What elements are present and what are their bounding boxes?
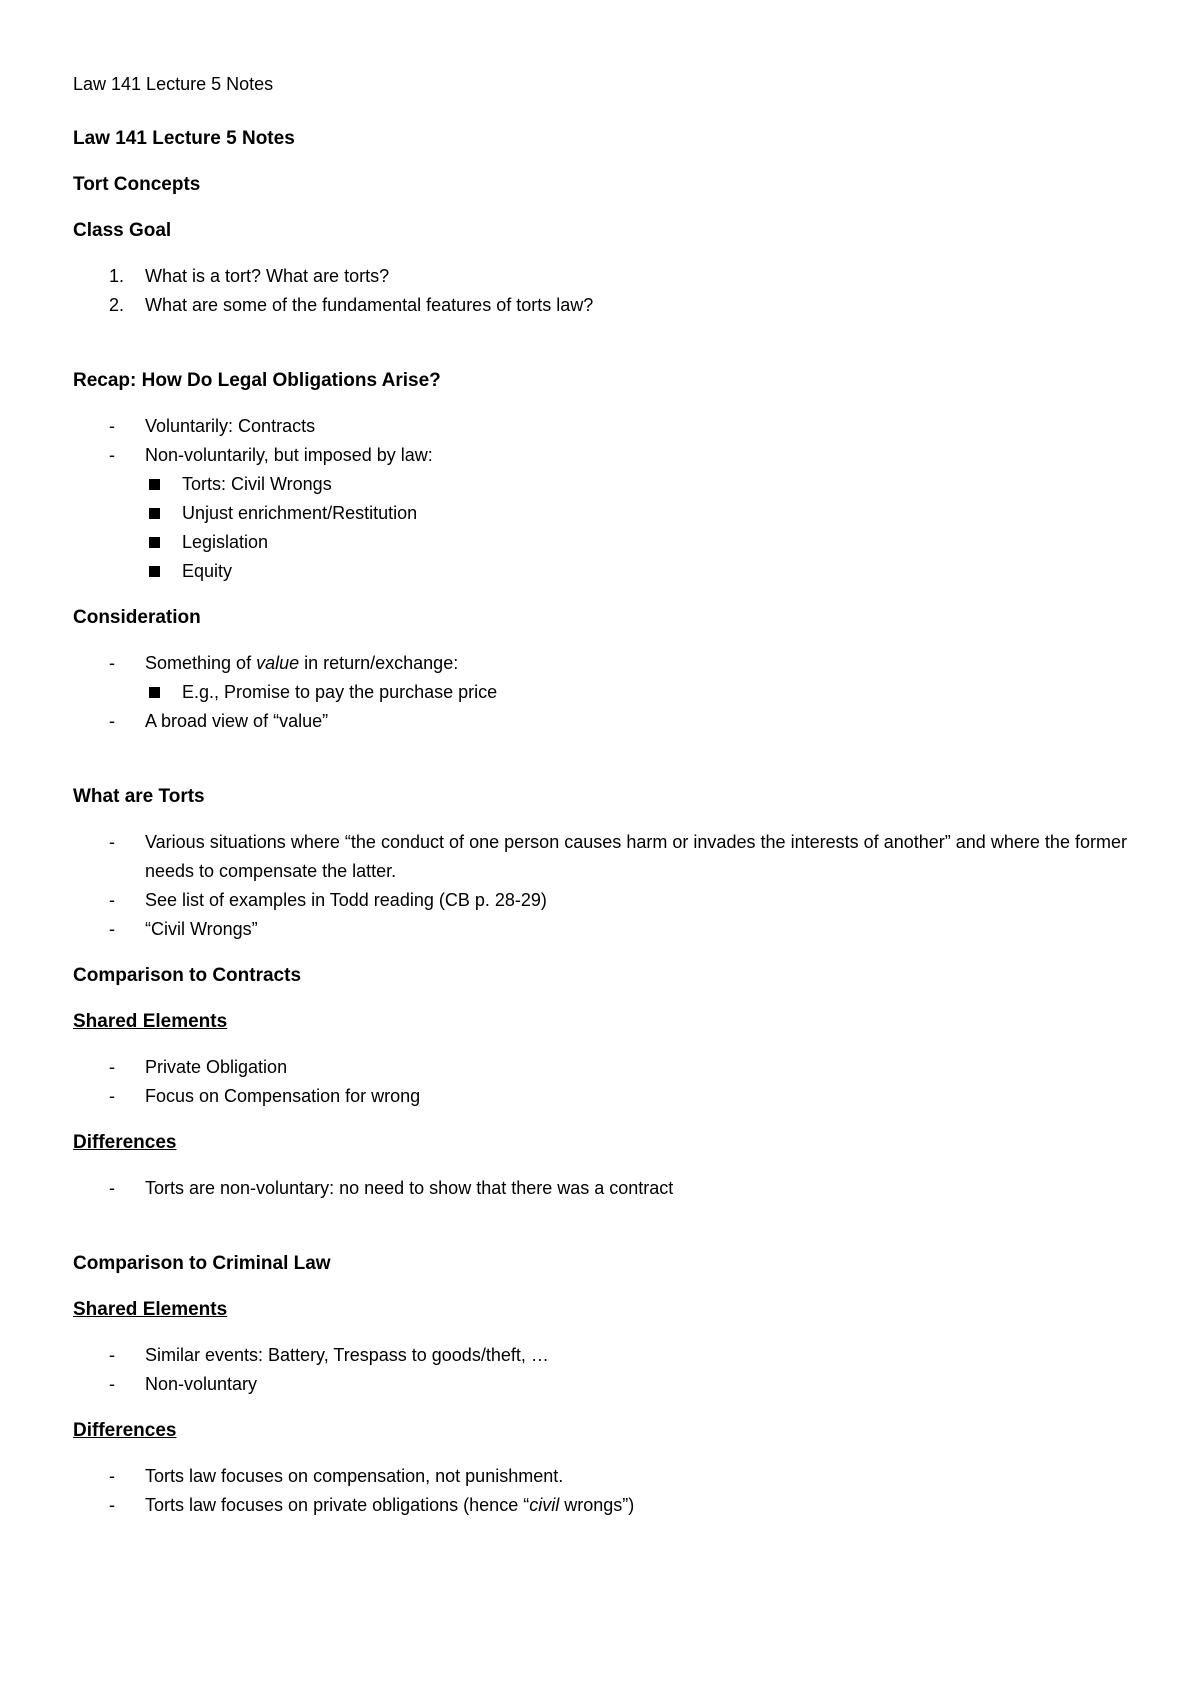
square-bullet-icon xyxy=(149,479,160,490)
list-item xyxy=(73,1174,1133,1203)
list-item-text: What are some of the fundamental features of torts law? xyxy=(145,295,594,315)
subheading-shared-elements: Shared Elements xyxy=(73,1011,228,1032)
contracts-shared-list xyxy=(73,1053,1133,1111)
subheading-differences: Differences xyxy=(73,1420,177,1441)
list-item xyxy=(73,412,1133,441)
sub-list-item xyxy=(73,557,1133,586)
list-item-text: Voluntarily: Contracts xyxy=(145,416,316,436)
dash-bullet: - xyxy=(109,445,115,465)
list-item-text: Equity xyxy=(182,561,233,581)
square-bullet-icon xyxy=(149,566,160,577)
consideration-list xyxy=(73,649,1133,736)
subheading-differences: Differences xyxy=(73,1132,177,1153)
section-heading-class-goal: Class Goal xyxy=(73,220,172,241)
criminal-differences-list xyxy=(73,1462,1133,1520)
list-item xyxy=(73,262,1133,291)
square-bullet-icon xyxy=(149,687,160,698)
square-bullet-icon xyxy=(149,537,160,548)
list-item-text: A broad view of “value” xyxy=(145,711,329,731)
dash-bullet: - xyxy=(109,890,115,910)
list-item xyxy=(73,291,1133,320)
dash-bullet: - xyxy=(109,832,115,852)
list-item-text: “Civil Wrongs” xyxy=(145,919,258,939)
document-subtitle: Tort Concepts xyxy=(73,174,201,195)
list-item xyxy=(73,1462,1133,1491)
document-body xyxy=(73,124,1133,1520)
dash-bullet: - xyxy=(109,1374,115,1394)
sub-list-item xyxy=(73,470,1133,499)
list-item-text-after: wrongs”) xyxy=(559,1495,635,1515)
list-item-text-before: Torts law focuses on private obligations (hence “ xyxy=(145,1495,530,1515)
list-item xyxy=(73,1491,1133,1520)
criminal-shared-list xyxy=(73,1341,1133,1399)
dash-bullet: - xyxy=(109,416,115,436)
list-item-text: Torts: Civil Wrongs xyxy=(182,474,332,494)
dash-bullet: - xyxy=(109,1086,115,1106)
section-heading-consideration: Consideration xyxy=(73,607,201,628)
list-item-text: Torts are non-voluntary: no need to show that there was a contract xyxy=(145,1178,674,1198)
list-item xyxy=(73,915,1133,944)
dash-bullet: - xyxy=(109,1345,115,1365)
dash-bullet: - xyxy=(109,1057,115,1077)
list-item-text: Torts law focuses on compensation, not punishment. xyxy=(145,1466,564,1486)
list-item-text: Legislation xyxy=(182,532,269,552)
list-item-text: Private Obligation xyxy=(145,1057,288,1077)
sub-list-item xyxy=(73,499,1133,528)
dash-bullet: - xyxy=(109,1466,115,1486)
list-item xyxy=(73,828,1133,886)
list-item-text: E.g., Promise to pay the purchase price xyxy=(182,682,498,702)
list-item-text: Various situations where “the conduct of one person causes harm or invades the interests of another” and where the former needs to compensate the latter. xyxy=(145,832,1127,881)
list-item-text-after: in return/exchange: xyxy=(299,653,459,673)
page-header: Law 141 Lecture 5 Notes xyxy=(73,74,274,94)
list-item xyxy=(73,1082,1133,1111)
recap-list xyxy=(73,412,1133,586)
dash-bullet: - xyxy=(109,1495,115,1515)
section-heading-comparison-criminal: Comparison to Criminal Law xyxy=(73,1253,331,1274)
square-bullet-icon xyxy=(149,508,160,519)
section-heading-recap: Recap: How Do Legal Obligations Arise? xyxy=(73,370,441,391)
list-number: 2. xyxy=(109,295,125,315)
document-title: Law 141 Lecture 5 Notes xyxy=(73,128,295,149)
list-item xyxy=(73,441,1133,470)
list-item-text: Non-voluntary xyxy=(145,1374,258,1394)
section-heading-comparison-contracts: Comparison to Contracts xyxy=(73,965,302,986)
list-item-text-before: Something of xyxy=(145,653,257,673)
list-item-text: Focus on Compensation for wrong xyxy=(145,1086,421,1106)
list-item xyxy=(73,707,1133,736)
section-heading-what-are-torts: What are Torts xyxy=(73,786,205,807)
list-number: 1. xyxy=(109,266,125,286)
list-item-text: Unjust enrichment/Restitution xyxy=(182,503,418,523)
list-item-emphasis: civil xyxy=(529,1495,560,1515)
dash-bullet: - xyxy=(109,653,115,673)
list-item xyxy=(73,1053,1133,1082)
list-item-text: See list of examples in Todd reading (CB p. 28-29) xyxy=(145,890,547,910)
contracts-differences-list xyxy=(73,1174,1133,1203)
dash-bullet: - xyxy=(109,919,115,939)
class-goal-list xyxy=(73,262,1133,320)
list-item-text: Similar events: Battery, Trespass to goods/theft, … xyxy=(145,1345,549,1365)
list-item-text: What is a tort? What are torts? xyxy=(145,266,390,286)
list-item-emphasis: value xyxy=(256,653,300,673)
sub-list-item xyxy=(73,528,1133,557)
what-are-torts-list xyxy=(73,828,1133,944)
list-item-text: Non-voluntarily, but imposed by law: xyxy=(145,445,433,465)
list-item xyxy=(73,1341,1133,1370)
subheading-shared-elements: Shared Elements xyxy=(73,1299,228,1320)
sub-list-item xyxy=(73,678,1133,707)
list-item xyxy=(73,1370,1133,1399)
dash-bullet: - xyxy=(109,1178,115,1198)
list-item xyxy=(73,649,1133,678)
dash-bullet: - xyxy=(109,711,115,731)
list-item xyxy=(73,886,1133,915)
